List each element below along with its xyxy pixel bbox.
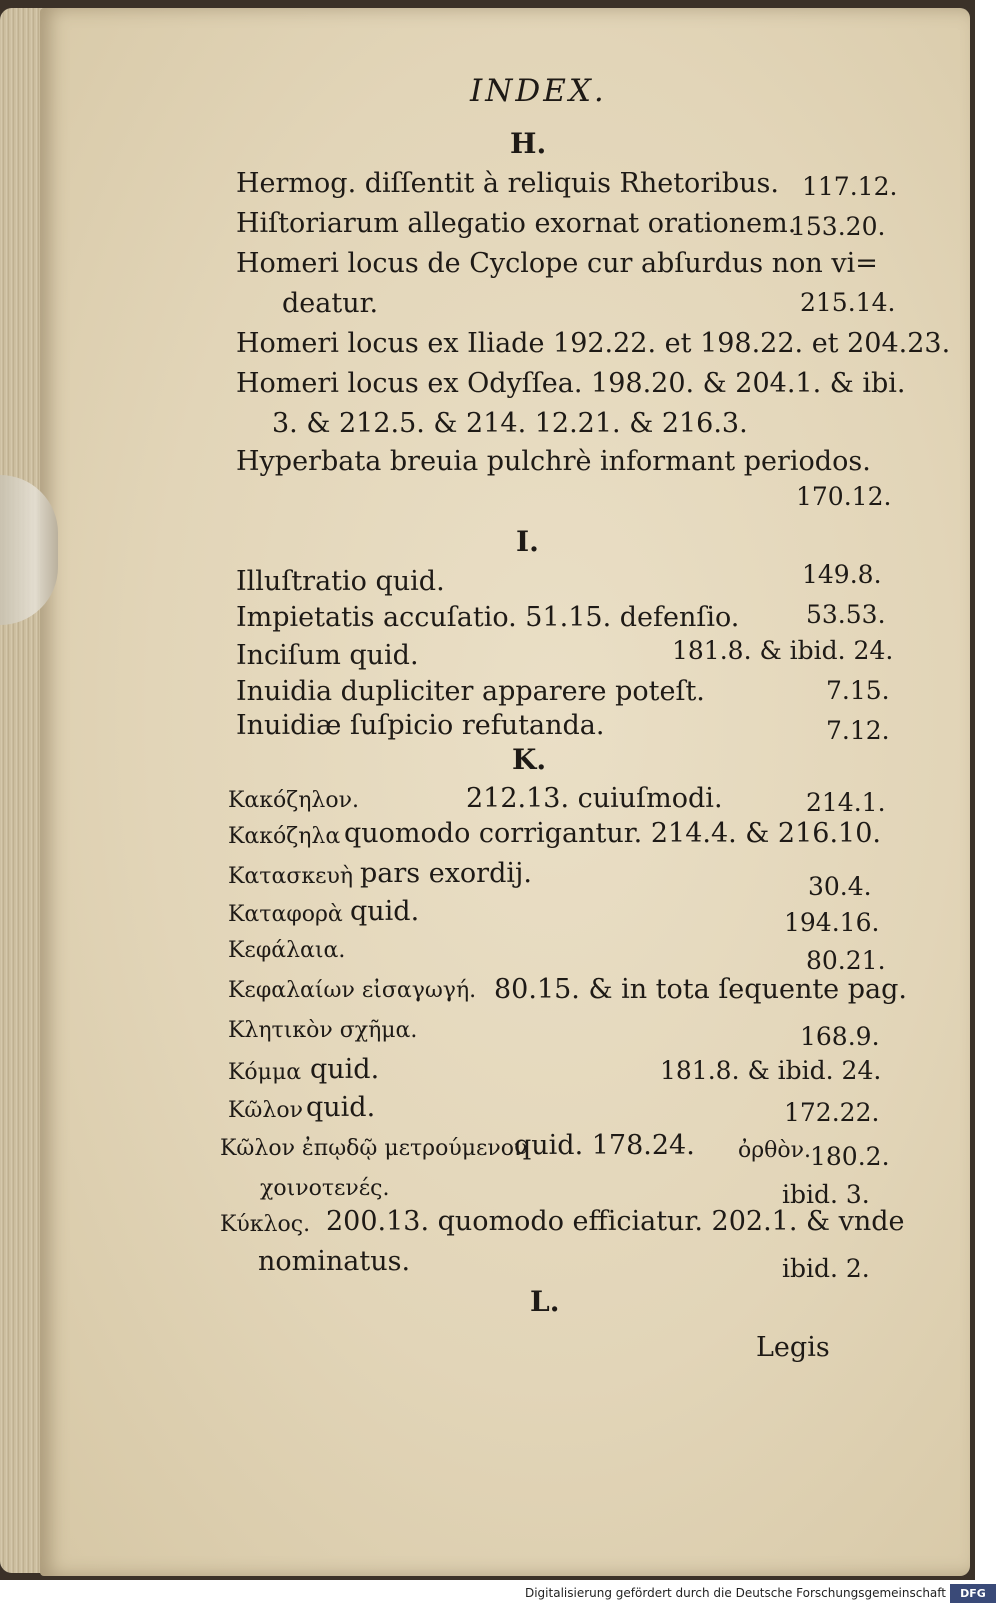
index-ref: 80.21.	[806, 946, 886, 975]
index-entry-greek: Κακόζηλον.	[228, 788, 359, 813]
dfg-logo: DFG	[950, 1584, 996, 1603]
index-entry: Inciſum quid.	[236, 640, 419, 671]
section-letter-k: K.	[512, 743, 547, 776]
index-ref: ibid. 2.	[782, 1254, 870, 1283]
index-entry: Hyperbata breuia pulchrè informant periodos.	[236, 446, 871, 477]
index-entry-greek: Κῶλον ἐπῳδῷ μετρούμενον	[220, 1136, 528, 1161]
running-header: INDEX.	[470, 73, 607, 109]
index-ref: 215.14.	[800, 288, 896, 317]
index-ref: 194.16.	[784, 908, 880, 937]
index-entry: Illuſtratio quid.	[236, 566, 445, 597]
index-entry-greek: Κύκλος.	[220, 1212, 311, 1237]
section-letter-h: H.	[510, 127, 547, 160]
index-entry: Homeri locus ex Odyſſea. 198.20. & 204.1. & ibi.	[236, 368, 906, 399]
index-entry-greek: ὀρθὸν.	[738, 1138, 812, 1163]
index-entry: deatur.	[282, 288, 379, 319]
index-entry: Homeri locus de Cyclope cur abſurdus non vi=	[236, 248, 878, 279]
index-ref: 214.1.	[806, 788, 886, 817]
index-entry-greek: Κακόζηλα	[228, 824, 341, 849]
index-ref: 53.53.	[806, 600, 886, 629]
index-entry-greek: Κεφαλαίων εἰσαγωγή.	[228, 978, 477, 1003]
index-ref: 181.8. & ibid. 24.	[660, 1056, 882, 1085]
index-ref: 153.20.	[790, 212, 886, 241]
index-ref: 170.12.	[796, 482, 892, 511]
index-entry: quid.	[306, 1092, 376, 1123]
section-letter-i: I.	[516, 525, 539, 558]
footer-credit: Digitalisierung gefördert durch die Deutsche Forschungsgemeinschaft	[524, 1586, 946, 1600]
index-entry-greek: Κεφάλαια.	[228, 938, 346, 963]
index-entry: pars exordij.	[360, 858, 532, 889]
index-ref: 180.2.	[810, 1142, 890, 1171]
index-entry: Homeri locus ex Iliade 192.22. et 198.22. et 204.23.	[236, 328, 951, 359]
index-ref: 7.15.	[826, 676, 890, 705]
index-ref: 7.12.	[826, 716, 890, 745]
index-entry: quid.	[310, 1054, 380, 1085]
index-ref: 149.8.	[802, 560, 882, 589]
catchword: Legis	[756, 1332, 830, 1363]
index-entry-greek: Κλητικὸν σχῆμα.	[228, 1018, 418, 1043]
index-entry: Inuidia dupliciter apparere poteſt.	[236, 676, 705, 707]
index-entry-greek: Κῶλον	[228, 1098, 303, 1123]
section-letter-l: L.	[530, 1285, 560, 1318]
index-entry: Inuidiæ ſuſpicio refutanda.	[236, 710, 605, 741]
index-entry: Hiſtoriarum allegatio exornat orationem.	[236, 208, 797, 239]
index-entry: 80.15. & in tota ſequente pag.	[494, 974, 907, 1005]
index-ref: 168.9.	[800, 1022, 880, 1051]
index-entry-greek: Καταφορὰ	[228, 902, 343, 927]
digitization-footer	[0, 1580, 1000, 1609]
index-ref: 181.8. & ibid. 24.	[672, 636, 894, 665]
index-entry: Impietatis accuſatio. 51.15. defenſio.	[236, 602, 740, 633]
index-ref: ibid. 3.	[782, 1180, 870, 1209]
index-entry-greek: χοινοτενές.	[260, 1176, 390, 1201]
index-entry: 212.13. cuiuſmodi.	[466, 783, 723, 814]
index-entry: 3. & 212.5. & 214. 12.21. & 216.3.	[272, 408, 748, 439]
page-edges	[0, 8, 44, 1573]
index-entry: quid.	[350, 896, 420, 927]
index-entry: quomodo corrigantur. 214.4. & 216.10.	[344, 818, 881, 849]
index-ref: 172.22.	[784, 1098, 880, 1127]
index-entry-greek: Κατασκευὴ	[228, 864, 354, 889]
index-ref: 30.4.	[808, 872, 872, 901]
index-entry: Hermog. diſſentit à reliquis Rhetoribus.	[236, 168, 779, 199]
index-entry: quid. 178.24.	[514, 1130, 695, 1161]
index-entry-greek: Κόμμα	[228, 1060, 302, 1085]
index-entry: nominatus.	[258, 1246, 411, 1277]
index-ref: 117.12.	[802, 172, 898, 201]
index-entry: 200.13. quomodo efficiatur. 202.1. & vnde	[326, 1206, 905, 1237]
